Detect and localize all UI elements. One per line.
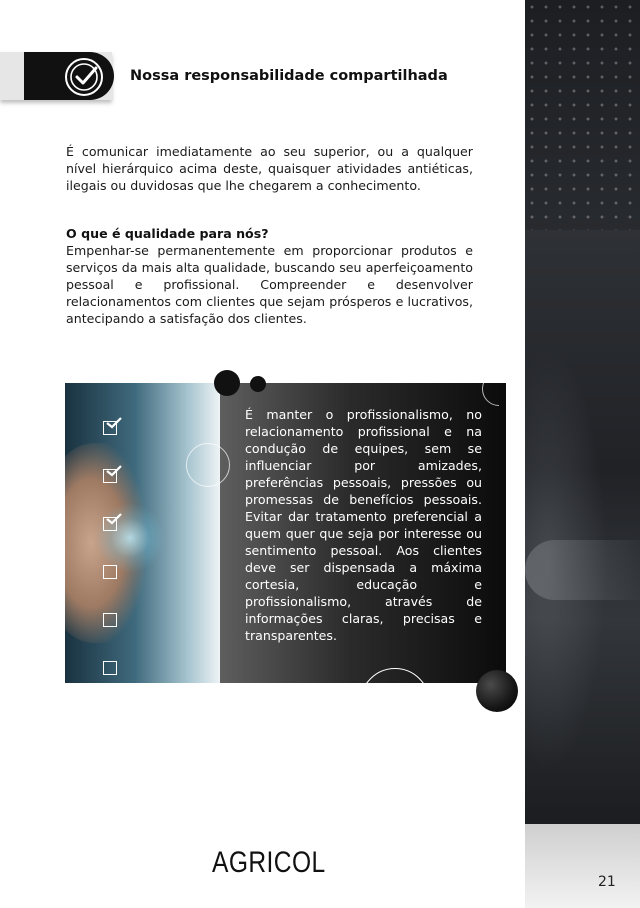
car-photo <box>525 230 640 830</box>
decorative-ring <box>186 443 230 487</box>
decorative-ring <box>360 668 430 738</box>
checkbox-empty <box>103 613 117 627</box>
quality-heading: O que é qualidade para nós? <box>66 226 269 241</box>
dot-pattern <box>525 0 640 230</box>
check-mark-icon <box>105 513 123 525</box>
decorative-sphere <box>476 670 518 712</box>
quality-paragraph: Empenhar-se permanentemente em proporcionar produtos e serviços da mais alta qualidade, buscando seu aperfeiçoamento pessoal e profissional. Compreender e desenvolver relacionamentos com clientes que sejam prósperos e lucrativos, antecipando a satisfação dos clientes. <box>66 243 473 326</box>
checkbox-empty <box>103 565 117 579</box>
decorative-dot <box>250 376 266 392</box>
checkmark-badge-icon <box>63 56 105 98</box>
side-photo-band <box>525 0 640 908</box>
footer-band <box>525 824 640 908</box>
headlight-highlight <box>525 540 640 600</box>
check-mark-icon <box>105 417 123 429</box>
check-mark-icon <box>105 465 123 477</box>
checklist-photo <box>65 383 220 683</box>
page-number: 21 <box>598 874 616 890</box>
page-title: Nossa responsabilidade compartilhada <box>130 68 448 84</box>
panel-paragraph: É manter o profissionalismo, no relacionamento profissional e na condução de equipes, sem se influenciar por amizades, preferências pessoais, pressões ou promessas de benefícios pessoais. Evitar dar tratamento preferencial a quem quer que seja por interesse ou sentimento pessoal. Aos clientes deve ser dispensada a máxima cortesia, educação e profissionalismo, através de informações claras, precisas e transparentes. <box>245 407 482 643</box>
brand-logo: AGRICOL <box>212 846 326 879</box>
decorative-dot <box>214 370 240 396</box>
intro-paragraph: É comunicar imediatamente ao seu superior, ou a qualquer nível hierárquico acima deste, quaisquer atividades antiéticas, ilegais ou duvidosas que lhe chegarem a conhecimento. <box>66 144 473 193</box>
checkbox-empty <box>103 661 117 675</box>
